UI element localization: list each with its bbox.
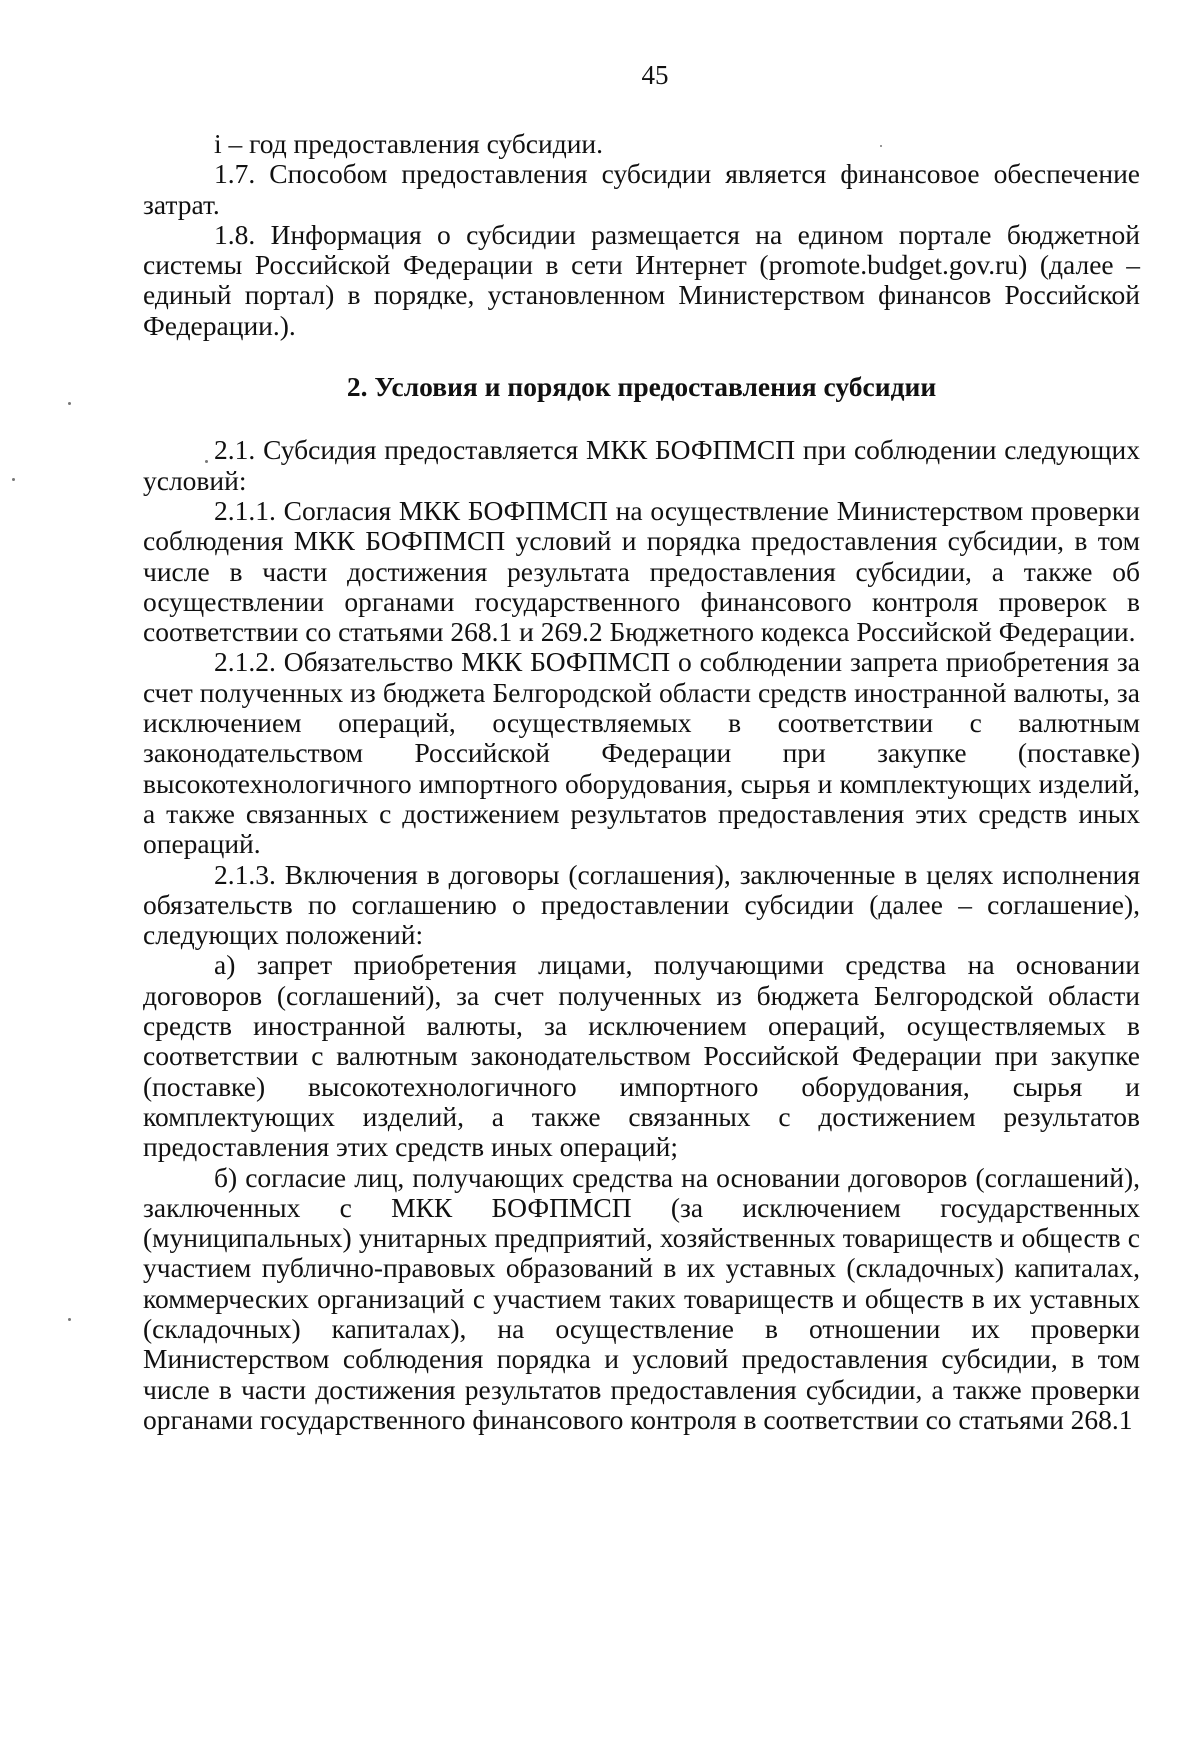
paragraph-item-a: а) запрет приобретения лицами, получающими средства на основании договоров (соглашений), за счет полученных из бюджета Белгородской области средств иностранной валюты, за исключением операций, осуществляемых в соответствии с валютным законодательством Российской Федерации при закупке (поставке) высокотехнологичного импортного оборудования, сырья и комплектующих изделий, а также связанных с достижением результатов предоставления этих средств иных операций; xyxy=(143,949,1140,1163)
paragraph-2-1-2: 2.1.2. Обязательство МКК БОФПМСП о соблюдении запрета приобретения за счет полученных из бюджета Белгородской области средств иностранной валюты, за исключением операций, осуществляемых в соответствии с валютным законодательством Российской Федерации при закупке (поставке) высокотехнологичного импортного оборудования, сырья и комплектующих изделий, а также связанных с достижением результатов предоставления этих средств иных операций. xyxy=(143,646,1140,860)
paragraph-2-1-1: 2.1.1. Согласия МКК БОФПМСП на осуществление Министерством проверки соблюдения МКК БОФПМСП условий и порядка предоставления субсидии, в том числе в части достижения результата предоставления субсидии, а также об осуществлении органами государственного финансового контроля проверок в соответствии со статьями 268.1 и 269.2 Бюджетного кодекса Российской Федерации. xyxy=(143,494,1140,648)
document-body xyxy=(143,129,1140,1435)
paragraph-item-b: б) согласие лиц, получающих средства на основании договоров (соглашений), заключенных с МКК БОФПМСП (за исключением государственных (муниципальных) унитарных предприятий, хозяйственных товариществ и обществ с участием публично-правовых образований в их уставных (складочных) капиталах, коммерческих организаций с участием таких товариществ и обществ в их уставных (складочных) капиталах), на осуществление в отношении их проверки Министерством соблюдения порядка и условий предоставления субсидии, в том числе в части достижения результатов предоставления субсидии, а также проверки органами государственного финансового контроля в соответствии со статьями 268.1 xyxy=(143,1161,1140,1435)
paragraph-1-8: 1.8. Информация о субсидии размещается на едином портале бюджетной системы Российской Федерации в сети Интернет (promote.budget.gov.ru) (далее – единый портал) в порядке, установленном Министерством финансов Российской Федерации.). xyxy=(143,218,1140,341)
page-number: 45 xyxy=(641,60,669,90)
scan-speck xyxy=(12,478,15,481)
paragraph-1-7: 1.7. Способом предоставления субсидии является финансовое обеспечение затрат. xyxy=(143,158,1140,220)
scan-speck xyxy=(68,402,71,405)
scan-speck xyxy=(880,145,882,147)
section-heading: 2. Условия и порядок предоставления субсидии xyxy=(346,371,937,403)
paragraph-year-definition: i – год предоставления субсидии. xyxy=(214,128,604,159)
scan-speck xyxy=(205,460,208,463)
paragraph-2-1-3: 2.1.3. Включения в договоры (соглашения), заключенные в целях исполнения обязательств по соглашению о предоставлении субсидии (далее – соглашение), следующих положений: xyxy=(143,858,1140,951)
paragraph-2-1: 2.1. Субсидия предоставляется МКК БОФПМСП при соблюдении следующих условий: xyxy=(143,434,1140,496)
scan-speck xyxy=(68,1318,71,1321)
